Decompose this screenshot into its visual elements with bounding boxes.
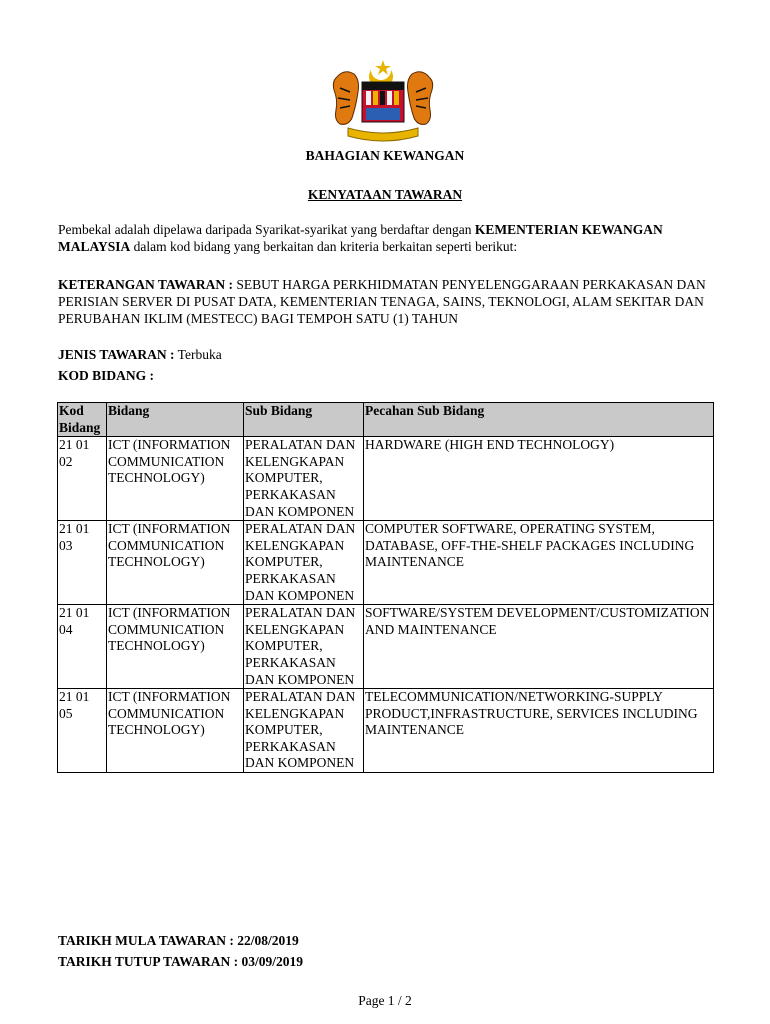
department-title: BAHAGIAN KEWANGAN [305, 148, 465, 163]
cell-sub-bidang: PERALATAN DAN KELENGKAPAN KOMPUTER, PERKAKASAN DAN KOMPONEN [244, 437, 364, 521]
cell-sub-bidang: PERALATAN DAN KELENGKAPAN KOMPUTER, PERKAKASAN DAN KOMPONEN [244, 605, 364, 689]
table-row [58, 521, 714, 605]
offer-start-date: TARIKH MULA TAWARAN : 22/08/2019 [58, 933, 299, 948]
cell-bidang: ICT (INFORMATION COMMUNICATION TECHNOLOGY) [107, 689, 244, 773]
cell-pecahan: HARDWARE (HIGH END TECHNOLOGY) [364, 437, 714, 521]
cell-pecahan: COMPUTER SOFTWARE, OPERATING SYSTEM, DATABASE, OFF-THE-SHELF PACKAGES INCLUDING MAINTENANCE [364, 521, 714, 605]
cell-bidang: ICT (INFORMATION COMMUNICATION TECHNOLOGY) [107, 605, 244, 689]
header-kod-bidang: Kod Bidang [58, 403, 107, 437]
cell-sub-bidang: PERALATAN DAN KELENGKAPAN KOMPUTER, PERKAKASAN DAN KOMPONEN [244, 521, 364, 605]
cell-bidang: ICT (INFORMATION COMMUNICATION TECHNOLOGY) [107, 437, 244, 521]
table-row [58, 437, 714, 521]
page-number: Page 1 / 2 [358, 993, 412, 1008]
cell-bidang: ICT (INFORMATION COMMUNICATION TECHNOLOGY) [107, 521, 244, 605]
cell-kod: 21 01 03 [58, 521, 107, 605]
field-code-label: KOD BIDANG : [58, 368, 155, 383]
table-row [58, 605, 714, 689]
coat-of-arms-icon [326, 58, 440, 142]
cell-kod: 21 01 02 [58, 437, 107, 521]
cell-kod: 21 01 05 [58, 689, 107, 773]
table-header-row [58, 403, 714, 437]
cell-sub-bidang: PERALATAN DAN KELENGKAPAN KOMPUTER, PERKAKASAN DAN KOMPONEN [244, 689, 364, 773]
notice-title: KENYATAAN TAWARAN [307, 187, 463, 202]
intro-paragraph: Pembekal adalah dipelawa daripada Syarikat-syarikat yang berdaftar dengan KEMENTERIAN KEWANGAN MALAYSIA dalam kod bidang yang berkaitan dan kriteria berkaitan seperti berikut: [58, 222, 663, 254]
offer-type: JENIS TAWARAN : Terbuka [58, 347, 222, 362]
header-bidang: Bidang [107, 403, 244, 437]
header-sub-bidang: Sub Bidang [244, 403, 364, 437]
offer-close-date: TARIKH TUTUP TAWARAN : 03/09/2019 [58, 954, 304, 969]
cell-pecahan: TELECOMMUNICATION/NETWORKING-SUPPLY PRODUCT,INFRASTRUCTURE, SERVICES INCLUDING MAINTENANCE [364, 689, 714, 773]
offer-description: KETERANGAN TAWARAN : SEBUT HARGA PERKHIDMATAN PENYELENGGARAAN PERKAKASAN DAN PERISIAN SERVER DI PUSAT DATA, KEMENTERIAN TENAGA, SAINS, TEKNOLOGI, ALAM SEKITAR DAN PERUBAHAN IKLIM (MESTECC) BAGI TEMPOH SATU (1) TAHUN [58, 277, 706, 326]
field-code-table [57, 402, 714, 773]
header-pecahan-sub-bidang: Pecahan Sub Bidang [364, 403, 714, 437]
table-row [58, 689, 714, 773]
cell-pecahan: SOFTWARE/SYSTEM DEVELOPMENT/CUSTOMIZATION AND MAINTENANCE [364, 605, 714, 689]
cell-kod: 21 01 04 [58, 605, 107, 689]
